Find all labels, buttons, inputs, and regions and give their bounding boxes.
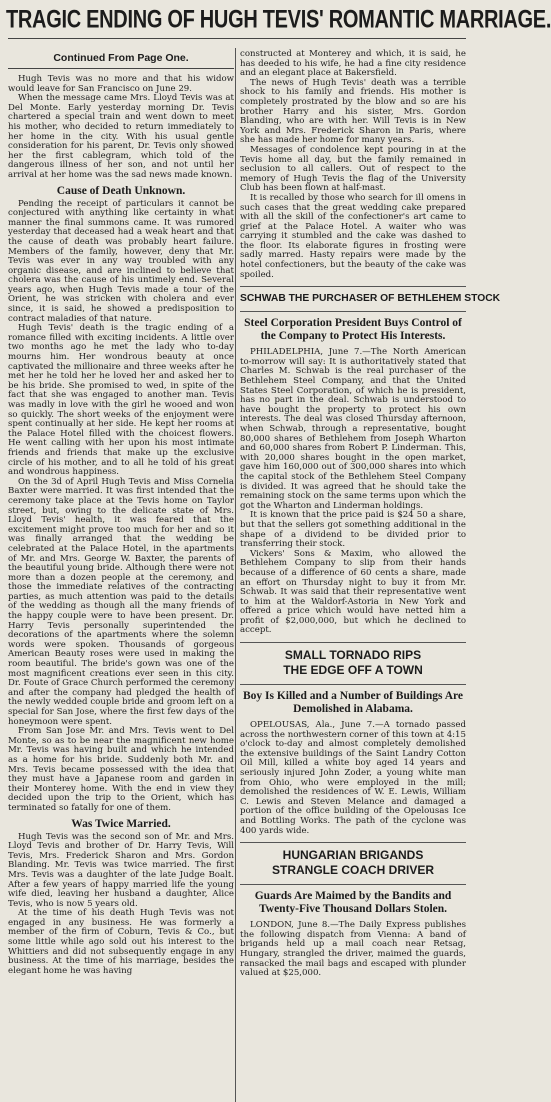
tornado-deck: Boy Is Killed and a Number of Buildings Are Demolished in Alabama.	[242, 690, 464, 716]
article-paragraph: LONDON, June 8.—The Daily Express publishes the following dispatch from Vienna: A band of brigands held up a mail coach near Retsag, Hungary, strangled the driver, maimed the guards, ransacked the mail bags and escaped with plunder valued at $25,000.	[240, 920, 466, 979]
article-paragraph: It is recalled by those who search for ill omens in such cases that the great wedding cake prepared with all the skill of the confectioner's art came to grief at the Palace Hotel. A waiter who was carrying it stumbled and the cake was dashed to the floor. Its elaborate figures in frosting were sadly marred. Hasty repairs were made by the hotel confectioners, but the beauty of the cake was spoiled.	[240, 192, 466, 280]
subhead-cause-of-death: Cause of Death Unknown.	[56, 184, 186, 197]
article-paragraph: At the time of his death Hugh Tevis was not engaged in any business. He was formerly a member of the firm of Coburn, Tevis & Co., but some little while ago sold out his interest to the Whittiers and did not subsequently engage in any business. At the time of his marriage, besides the elegant home he was having	[8, 908, 234, 976]
article-paragraph: On the 3d of April Hugh Tevis and Miss Cornelia Baxter were married. It was first intended that the ceremony take place at the Tevis home on Taylor street, but, owing to the delicate state of Mrs. Lloyd Tevis' health, it was feared that the excitement might prove too much for her and so it was finally arranged that the wedding be celebrated at the Palace Hotel, in the apartments of Mr. and Mrs. George W. Baxter, the parents of the beautiful young bride. Although there were not more than a dozen people at the ceremony, and those the immediate relatives of the contracting parties, as much attention was paid to the details of the wedding as though all the many friends of the happy couple were to have been present. Dr. Harry Tevis personally superintended the decorations of the apartments where the solemn words were spoken. Thousands of gorgeous American Beauty roses were used in making the room beautiful. The bride's gown was one of the most magnificent creations ever seen in this city. Dr. Foute of Grace Church performed the ceremony and after the company had pledged the health of the newly wedded couple bride and groom left on a special for San Jose, where the first few days of the honeymoon were spent.	[8, 476, 234, 727]
article-paragraph: When the message came Mrs. Lloyd Tevis was at Del Monte. Early yesterday morning Dr. Tevis chartered a special train and went down to meet his mother, who decided to return immediately to her home in the city. With his usual gentle consideration for his parent, Dr. Tevis only showed her the first cablegram, which told of the dangerous illness of her son, and not until her arrival at her home was the sad news made known.	[8, 93, 234, 180]
right-column	[240, 49, 501, 1102]
section-separator	[240, 286, 466, 287]
article-paragraph: Hugh Tevis was no more and that his widow would leave for San Francisco on June 29.	[8, 74, 234, 94]
continued-label: Continued From Page One.	[8, 52, 234, 69]
schwab-headline: SCHWAB THE PURCHASER OF BETHLEHEM STOCK	[240, 293, 501, 305]
article-paragraph: The news of Hugh Tevis' death was a terrible shock to his family and friends. His mother is completely prostrated by the blow and so are his brother Harry and his sister, Mrs. Gordon Blanding, who are with her. Will Tevis is in New York and Mrs. Frederick Sharon in Paris, where she has made her home for many years.	[240, 77, 466, 146]
tornado-headline-1: SMALL TORNADO RIPS	[284, 648, 422, 663]
article-paragraph: PHILADELPHIA, June 7.—The North American to-morrow will say: It is authoritatively stated that Charles M. Schwab is the real purchaser of the Bethlehem Steel Company, and that the United States Steel Corporation, of which he is president, has no part in the deal. Schwab is understood to have bought the property to protect his own interests. The deal was closed Thursday afternoon, when Schwab, through a representative, bought 80,000 shares of Bethlehem from Joseph Wharton and 60,000 shares from Robert P. Linderman. This, with 20,000 shares bought in the open market, gave him 160,000 out of 300,000 shares into which the capital stock of the Bethlehem Steel Company is divided. It was agreed that he should take the remaining stock on the same terms upon which the got the Wharton and Linderman holdings.	[240, 347, 466, 511]
article-paragraph: OPELOUSAS, Ala., June 7.—A tornado passed across the northwestern corner of this town at 4:15 o'clock to-day and almost completely demolished the extensive buildings of the Saint Landry Cotton Oil Mill, killed a white boy aged 14 years and seriously injured John Zoder, a young white man from Ohio, who were employed in the mill; demolished the residences of W. E. Lewis, William C. Lewis and Steven Melance and damaged a portion of the office building of the Opelousas Ice and Bottling Works. The path of the cyclone was 400 yards wide.	[240, 720, 466, 836]
section-separator	[240, 842, 466, 843]
article-paragraph: Vickers' Sons & Maxim, who allowed the Bethlehem Company to slip from their hands because of a difference of 60 cents a share, made an effort on Thursday night to buy it from Mr. Schwab. It was said that their representative went to him at the Waldorf-Astoria in New York and offered a price which would have netted him a profit of $2,000,000, but which he declined to accept.	[240, 548, 466, 636]
left-column	[8, 50, 234, 1102]
brigands-deck: Guards Are Maimed by the Bandits and Twenty-Five Thousand Dollars Stolen.	[254, 890, 452, 916]
subhead-twice-married: Was Twice Married.	[71, 817, 171, 830]
headline: TRAGIC ENDING OF HUGH TEVIS' ROMANTIC MARRIAGE.	[6, 6, 551, 34]
brigands-headline-2: STRANGLE COACH DRIVER	[271, 863, 434, 878]
article-paragraph: constructed at Monterey and which, it is said, he has deeded to his wife, he had a fine city residence and an elegant place at Bakersfield.	[240, 49, 466, 79]
section-separator	[240, 642, 466, 643]
brigands-headline-1: HUNGARIAN BRIGANDS	[282, 848, 424, 863]
column-divider	[235, 48, 236, 1102]
article-paragraph: It is known that the price paid is $24 50 a share, but that the sellers got something additional in the shape of a dividend to be divided prior to transferring their stock.	[240, 510, 466, 550]
article-paragraph: Pending the receipt of particulars it cannot be conjectured with anything like certainty in what manner the final summons came. It was rumored yesterday that deceased had a weak heart and that the cause of death was probably heart failure. Members of the family, however, deny that Mr. Tevis was ever in any way troubled with any organic disease, and are inclined to believe that cholera was the cause of his untimely end. Several years ago, when Hugh Tevis made a tour of the Orient, he was stricken with cholera and ever since, it is said, he showed a predisposition to contract maladies of that nature.	[8, 198, 234, 324]
schwab-deck: Steel Corporation President Buys Control of the Company to Protect His Interests.	[244, 317, 462, 343]
article-paragraph: Messages of condolence kept pouring in at the Tevis home all day, but the family remained in seclusion to all callers. Out of respect to the memory of Hugh Tevis the flag of the University Club has been flown at half-mast.	[240, 144, 466, 194]
article-paragraph: Hugh Tevis was the second son of Mr. and Mrs. Lloyd Tevis and brother of Dr. Harry Tevis, Will Tevis, Mrs. Frederick Sharon and Mrs. Gordon Blanding. Mr. Tevis was twice married. The first Mrs. Tevis was a daughter of the late Judge Boalt. After a few years of happy married life the young wife died, leaving her husband a daughter, Alice Tevis, who is now 5 years old.	[8, 831, 234, 909]
article-paragraph: From San Jose Mr. and Mrs. Tevis went to Del Monte, so as to be near the magnificent new home Mr. Tevis was having built and which he intended as a home for his bride. Suddenly both Mr. and Mrs. Tevis became possessed with the idea that they must have a Japanese room and garden in their Monterey home. With the end in view they decided upon the trip to the Orient, which has terminated so fatally for one of them.	[8, 726, 234, 813]
section-separator	[240, 684, 466, 685]
article-paragraph: Hugh Tevis' death is the tragic ending of a romance filled with exciting incidents. A little over two months ago he met the lady who to-day mourns him. Her wondrous beauty at once captivated the millionaire and three weeks after he met her he told her he loved her and asked her to be his bride. She promised to wed, in spite of the fact that she was engaged to another man. Tevis was madly in love with the girl he wooed and won so quickly. The short weeks of the enjoyment were spent continually at her side. He kept her rooms at the Palace Hotel filled with the choicest flowers. He went calling with her upon his most intimate friends and friends that make up the exclusive circle of his mother, and to all he told of his great and wondrous happiness.	[8, 323, 234, 478]
tornado-headline-2: THE EDGE OFF A TOWN	[283, 663, 423, 678]
section-separator	[240, 884, 466, 885]
section-separator	[240, 311, 466, 312]
headline-rule	[8, 38, 466, 39]
